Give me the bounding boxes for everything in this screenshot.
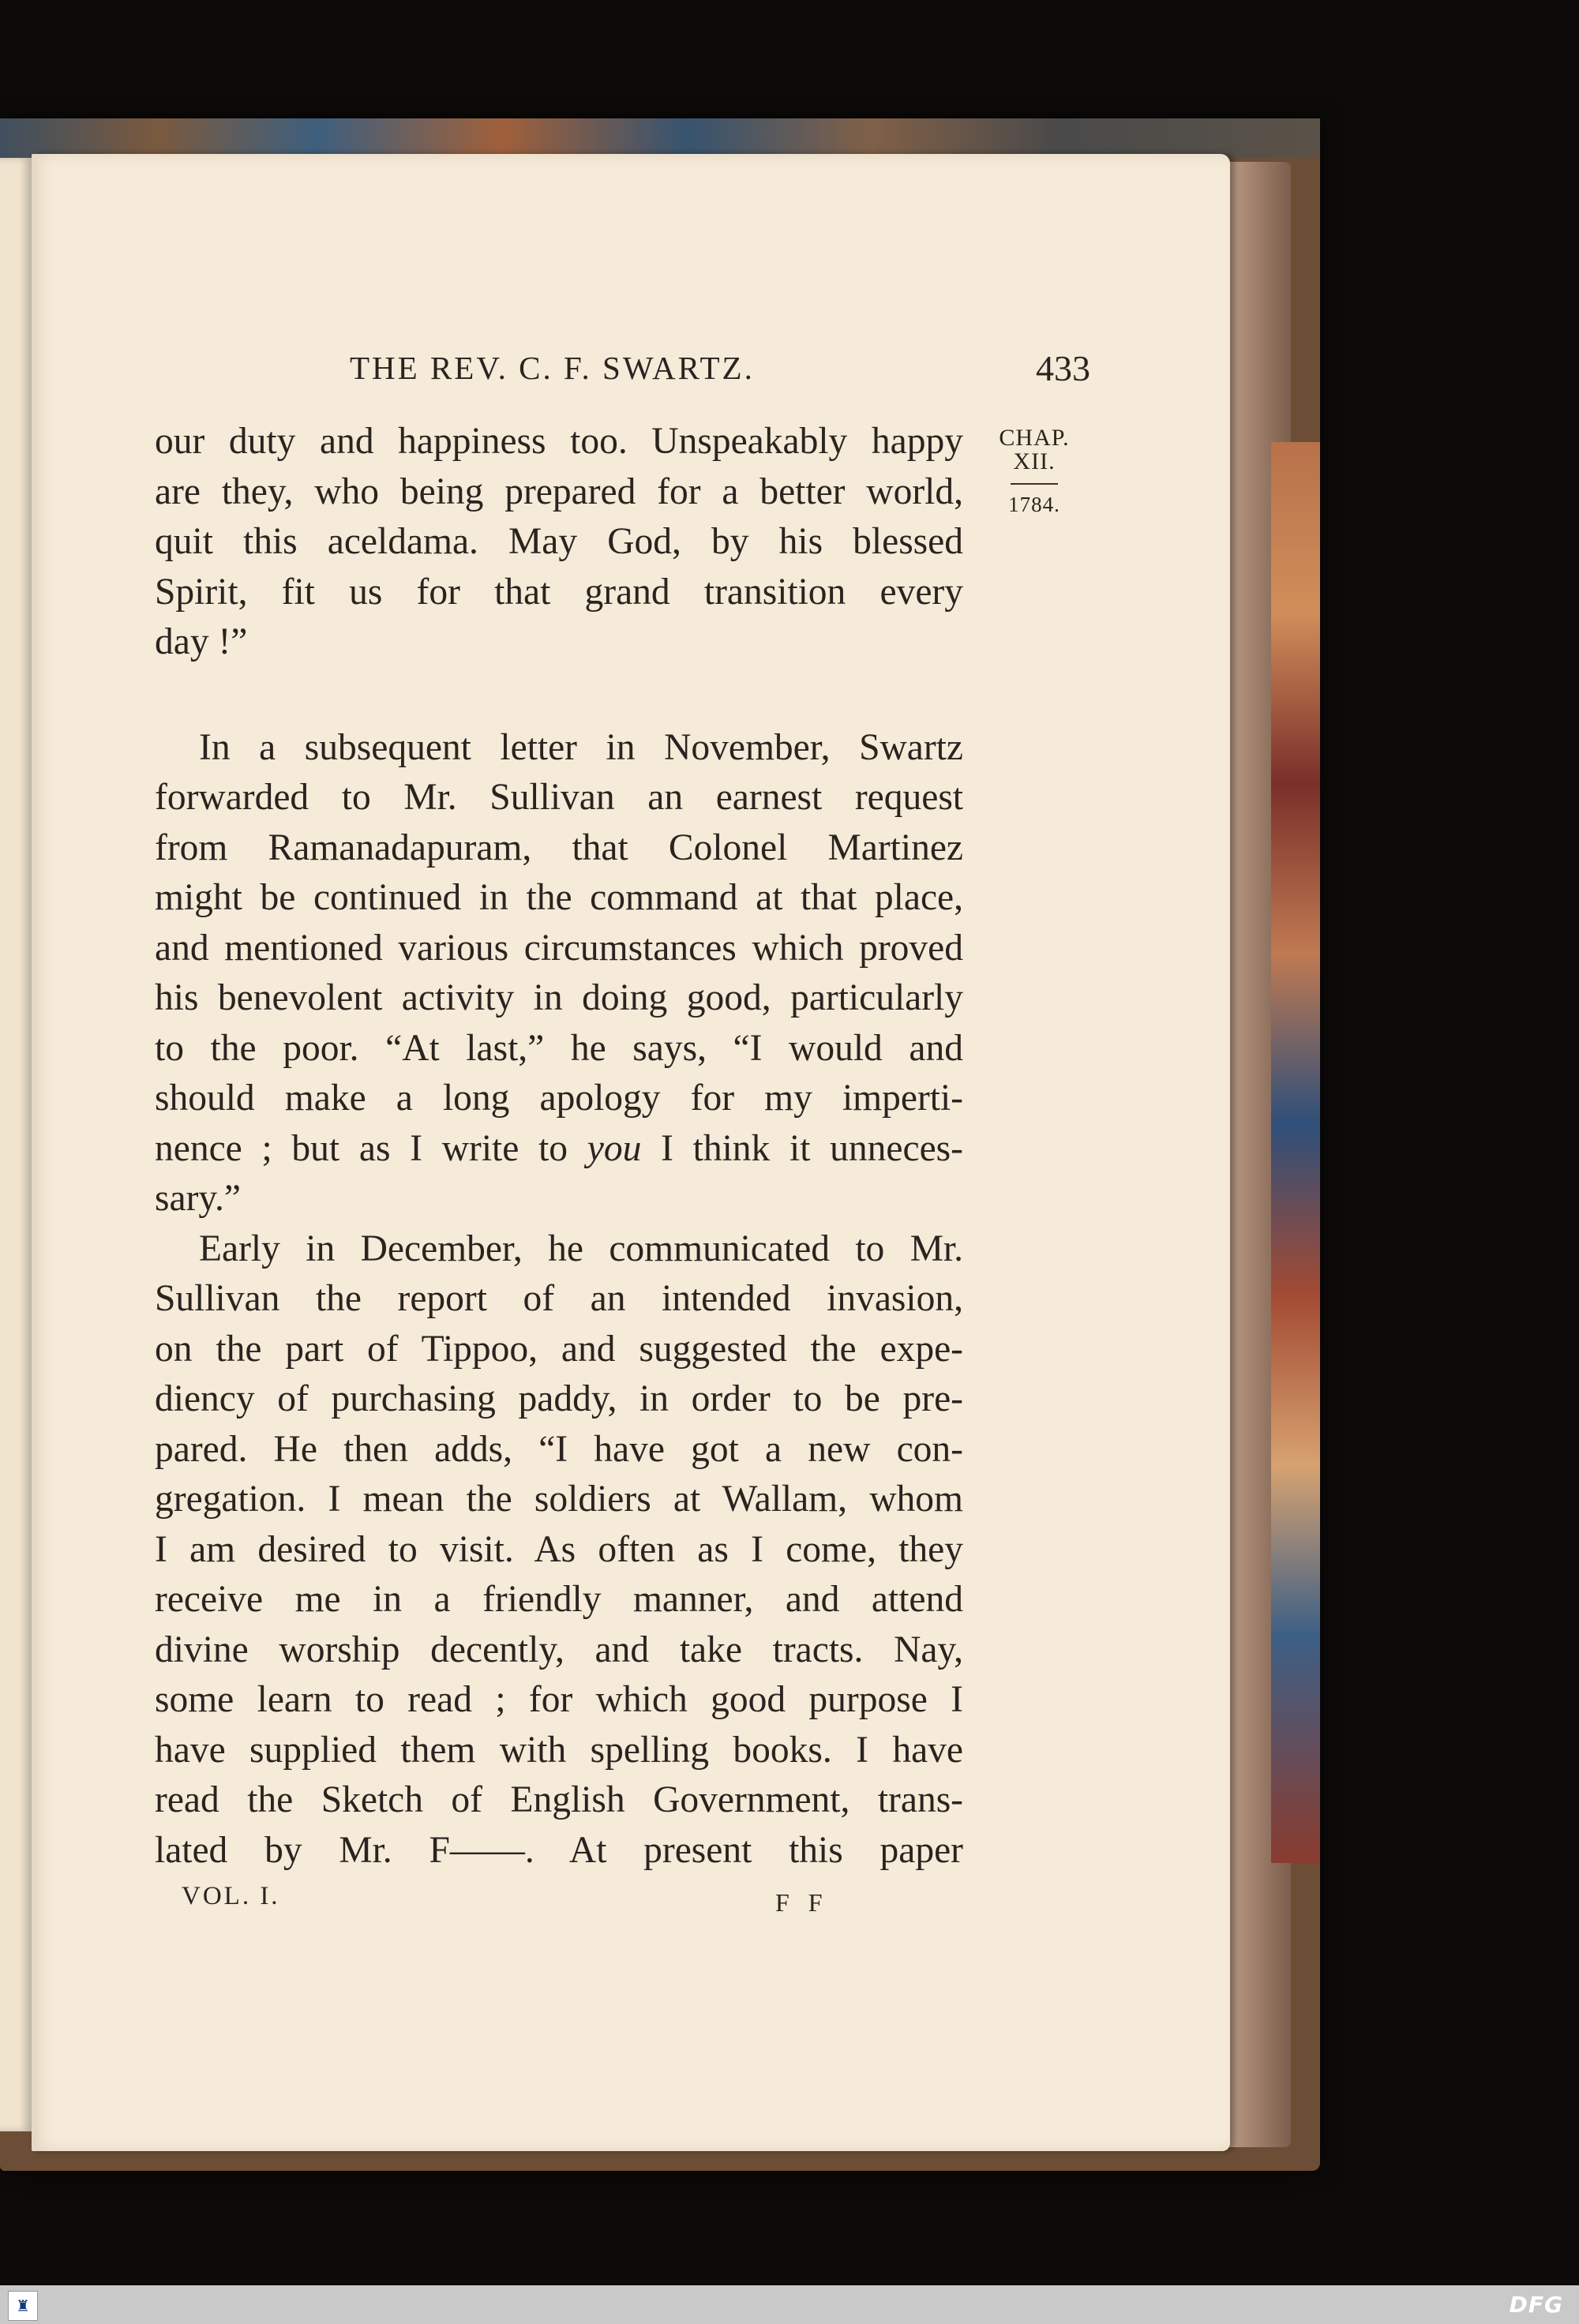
viewer-bottom-bar — [0, 2285, 1579, 2324]
text-line: forwarded to Mr. Sullivan an earnest request — [155, 777, 963, 818]
text-line: read the Sketch of English Government, trans- — [155, 1779, 963, 1820]
text-line: have supplied them with spelling books. I have — [155, 1729, 963, 1771]
body-text — [155, 417, 963, 1876]
text-line: might be continued in the command at that place, — [155, 877, 963, 918]
margin-chap-number: XII. — [1013, 448, 1056, 474]
left-page-edge — [0, 158, 32, 2131]
text-line: pared. He then adds, “I have got a new con- — [155, 1428, 963, 1470]
text-line: In a subsequent letter in November, Swartz — [199, 726, 963, 768]
text-line: receive me in a friendly manner, and attend — [155, 1579, 963, 1620]
text-line: sary.” — [155, 1178, 242, 1219]
page-number: 433 — [1036, 348, 1090, 388]
margin-note — [987, 426, 1082, 516]
text-line — [155, 1124, 963, 1175]
margin-rule — [1011, 483, 1058, 485]
text-line: day !” — [155, 621, 248, 662]
text-line: on the part of Tippoo, and suggested the expe- — [155, 1328, 963, 1370]
text-line: should make a long apology for my imperti- — [155, 1078, 963, 1119]
text-line: to the poor. “At last,” he says, “I would and — [155, 1027, 963, 1069]
paragraph-gap — [155, 668, 963, 723]
footer-volume: VOL. I. — [182, 1882, 280, 1910]
text-segment: nence ; but as I write to — [155, 1127, 587, 1169]
margin-chap: CHAP. — [999, 425, 1070, 451]
running-title: THE REV. C. F. SWARTZ. — [350, 350, 755, 386]
text-line: Sullivan the report of an intended invasion, — [155, 1278, 963, 1319]
dfg-logo[interactable]: DFG — [1509, 2292, 1563, 2318]
text-line: some learn to read ; for which good purpose I — [155, 1679, 963, 1720]
margin-year: 1784. — [1008, 493, 1060, 516]
library-logo-icon[interactable]: ♜ — [8, 2291, 38, 2321]
text-line: our duty and happiness too. Unspeakably happy — [155, 421, 963, 462]
text-line: Early in December, he communicated to Mr. — [199, 1228, 963, 1269]
text-segment: I think it unneces- — [641, 1127, 963, 1169]
text-line: are they, who being prepared for a better world, — [155, 470, 963, 512]
footer-signature: F F — [775, 1888, 829, 1917]
text-line: his benevolent activity in doing good, particularly — [155, 977, 963, 1018]
text-line: and mentioned various circumstances which proved — [155, 927, 963, 969]
text-line: Spirit, fit us for that grand transition every — [155, 571, 963, 613]
marbled-endpaper-right — [1271, 442, 1320, 1863]
marbled-endpaper-top — [0, 118, 1320, 158]
text-line: lated by Mr. F——. At present this paper — [155, 1829, 963, 1871]
text-line: divine worship decently, and take tracts. Nay, — [155, 1629, 963, 1670]
emphasis-you: you — [587, 1127, 642, 1169]
text-line: I am desired to visit. As often as I come, they — [155, 1528, 963, 1570]
text-line: quit this aceldama. May God, by his blessed — [155, 521, 963, 562]
text-line: from Ramanadapuram, that Colonel Martinez — [155, 827, 963, 868]
text-line: gregation. I mean the soldiers at Wallam, whom — [155, 1479, 963, 1520]
text-line: diency of purchasing paddy, in order to be pre- — [155, 1378, 963, 1419]
